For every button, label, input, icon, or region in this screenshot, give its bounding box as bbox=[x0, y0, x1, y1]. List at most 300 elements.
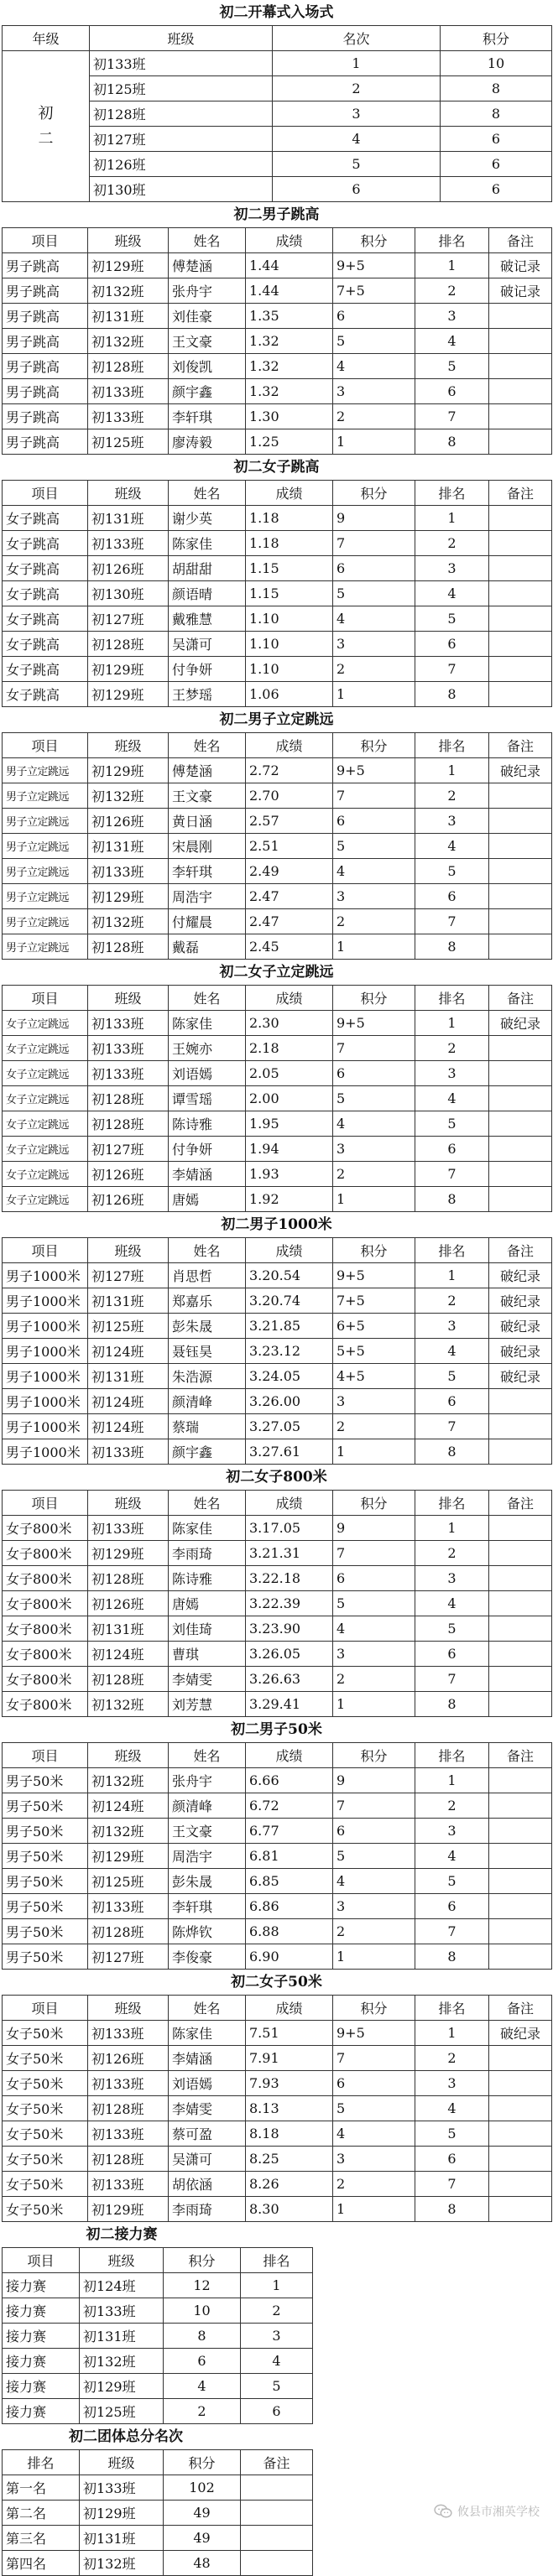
table-cell: 6 bbox=[164, 2349, 241, 2374]
table-cell: 女子立定跳远 bbox=[3, 1036, 88, 1061]
table-cell: 初126班 bbox=[88, 556, 169, 581]
table-row bbox=[3, 2197, 552, 2222]
table-cell: 2 bbox=[415, 783, 489, 809]
table-cell bbox=[489, 606, 552, 632]
table-cell: 初128班 bbox=[88, 1667, 169, 1692]
header-cell: 班级 bbox=[88, 1491, 169, 1516]
table-cell: 1.10 bbox=[246, 657, 333, 682]
header-cell: 排名 bbox=[3, 2450, 80, 2475]
table-cell: 破纪录 bbox=[489, 1011, 552, 1036]
header-cell: 项目 bbox=[3, 1743, 88, 1768]
table-cell: 5 bbox=[415, 1364, 489, 1389]
table-cell: 9 bbox=[333, 506, 415, 531]
event-section bbox=[0, 455, 553, 707]
table-cell bbox=[489, 2046, 552, 2071]
table-cell: 2 bbox=[415, 531, 489, 556]
table-cell: 6 bbox=[333, 556, 415, 581]
table-cell: 唐嫣 bbox=[169, 1187, 246, 1212]
table-cell: 女子800米 bbox=[3, 1591, 88, 1616]
table-cell bbox=[489, 1389, 552, 1414]
table-cell: 8 bbox=[164, 2324, 241, 2349]
table-cell: 2.47 bbox=[246, 884, 333, 909]
table-row bbox=[3, 2121, 552, 2147]
header-cell: 成绩 bbox=[246, 481, 333, 506]
table-cell: 初126班 bbox=[88, 1591, 169, 1616]
table-cell: 男子1000米 bbox=[3, 1314, 88, 1339]
table-cell: 颜清峰 bbox=[169, 1793, 246, 1819]
table-cell: 5 bbox=[241, 2374, 313, 2399]
table-cell: 陈家佳 bbox=[169, 1011, 246, 1036]
grade-cell bbox=[3, 51, 90, 202]
header-cell: 备注 bbox=[489, 733, 552, 758]
event-table bbox=[2, 227, 552, 455]
table-cell: 1 bbox=[415, 1011, 489, 1036]
header-cell: 排名 bbox=[415, 481, 489, 506]
table-cell: 肖思哲 bbox=[169, 1263, 246, 1288]
table-cell: 5 bbox=[333, 1086, 415, 1111]
table-cell bbox=[489, 2197, 552, 2222]
table-cell: 李婧雯 bbox=[169, 1667, 246, 1692]
table-cell: 男子50米 bbox=[3, 1944, 88, 1970]
table-cell: 初126班 bbox=[88, 1162, 169, 1187]
header-cell: 排名 bbox=[415, 1996, 489, 2021]
table-cell: 3.26.63 bbox=[246, 1667, 333, 1692]
table-cell: 付争妍 bbox=[169, 657, 246, 682]
table-row bbox=[3, 2273, 313, 2298]
table-cell: 男子50米 bbox=[3, 1844, 88, 1869]
table-cell bbox=[489, 429, 552, 455]
table-cell: 3.26.00 bbox=[246, 1389, 333, 1414]
table-cell: 颜宇鑫 bbox=[169, 379, 246, 404]
table-cell: 1.30 bbox=[246, 404, 333, 429]
event-title: 初二女子50米 bbox=[231, 1974, 322, 1991]
event-header-row bbox=[3, 1743, 552, 1768]
table-cell bbox=[489, 682, 552, 707]
table-cell bbox=[489, 809, 552, 834]
header-cell: 姓名 bbox=[169, 1996, 246, 2021]
table-cell: 1 bbox=[333, 682, 415, 707]
table-cell: 1 bbox=[333, 1692, 415, 1717]
table-cell: 初128班 bbox=[88, 1111, 169, 1137]
table-cell: 7.93 bbox=[246, 2071, 333, 2096]
table-row bbox=[3, 404, 552, 429]
table-cell: 6.81 bbox=[246, 1844, 333, 1869]
table-cell: 李俊豪 bbox=[169, 1944, 246, 1970]
table-cell: 初129班 bbox=[88, 2197, 169, 2222]
table-cell: 1 bbox=[333, 2197, 415, 2222]
table-cell: 女子800米 bbox=[3, 1566, 88, 1591]
table-cell: 刘语嫣 bbox=[169, 2071, 246, 2096]
table-cell: 男子跳高 bbox=[3, 379, 88, 404]
table-row bbox=[3, 809, 552, 834]
table-cell: 2.57 bbox=[246, 809, 333, 834]
table-cell: 8.30 bbox=[246, 2197, 333, 2222]
entrance-title: 初二开幕式入场式 bbox=[219, 4, 334, 21]
event-table bbox=[2, 1995, 552, 2222]
table-cell: 胡依涵 bbox=[169, 2172, 246, 2197]
header-cell: 备注 bbox=[489, 986, 552, 1011]
table-cell: 6.77 bbox=[246, 1819, 333, 1844]
table-row bbox=[3, 2071, 552, 2096]
table-cell: 3.24.05 bbox=[246, 1364, 333, 1389]
table-cell bbox=[489, 556, 552, 581]
table-cell: 8.25 bbox=[246, 2147, 333, 2172]
table-cell: 1 bbox=[333, 429, 415, 455]
table-cell: 3 bbox=[415, 2071, 489, 2096]
table-cell: 女子50米 bbox=[3, 2121, 88, 2147]
table-cell: 7.91 bbox=[246, 2046, 333, 2071]
table-cell: 5 bbox=[415, 859, 489, 884]
header-cell: 项目 bbox=[3, 733, 88, 758]
table-cell: 接力赛 bbox=[3, 2273, 80, 2298]
event-section bbox=[0, 1465, 553, 1717]
table-cell: 1.35 bbox=[246, 304, 333, 329]
header-cell: 排名 bbox=[415, 1238, 489, 1263]
table-cell: 接力赛 bbox=[3, 2399, 80, 2424]
table-cell: 7 bbox=[415, 404, 489, 429]
header-cell: 班级 bbox=[88, 733, 169, 758]
header-cell: 班级 bbox=[90, 26, 273, 51]
table-row bbox=[3, 2349, 313, 2374]
table-row bbox=[3, 2324, 313, 2349]
header-cell: 积分 bbox=[333, 1743, 415, 1768]
table-cell: 初132班 bbox=[88, 1768, 169, 1793]
table-cell: 初132班 bbox=[80, 2349, 164, 2374]
table-cell: 破纪录 bbox=[489, 1288, 552, 1314]
table-cell: 9 bbox=[333, 1768, 415, 1793]
table-cell: 1 bbox=[333, 934, 415, 960]
table-cell bbox=[489, 404, 552, 429]
total-table bbox=[2, 2449, 313, 2576]
table-cell: 女子立定跳远 bbox=[3, 1187, 88, 1212]
table-cell: 初130班 bbox=[88, 581, 169, 606]
table-cell: 刘语嫣 bbox=[169, 1061, 246, 1086]
table-cell: 3 bbox=[415, 1819, 489, 1844]
table-row bbox=[3, 1011, 552, 1036]
header-cell: 班级 bbox=[88, 1996, 169, 2021]
table-cell: 3 bbox=[333, 1137, 415, 1162]
table-cell: 6 bbox=[415, 1137, 489, 1162]
table-cell: 初133班 bbox=[88, 2172, 169, 2197]
table-cell: 3.21.85 bbox=[246, 1314, 333, 1339]
table-row bbox=[3, 354, 552, 379]
table-cell: 2 bbox=[333, 404, 415, 429]
header-cell: 积分 bbox=[333, 1491, 415, 1516]
event-title: 初二女子跳高 bbox=[233, 459, 320, 476]
table-cell: 初133班 bbox=[88, 1061, 169, 1086]
table-cell: 廖涛毅 bbox=[169, 429, 246, 455]
table-row bbox=[3, 1793, 552, 1819]
table-row bbox=[3, 758, 552, 783]
table-cell: 初133班 bbox=[88, 2071, 169, 2096]
table-cell: 9 bbox=[333, 1516, 415, 1541]
table-row bbox=[3, 934, 552, 960]
table-cell: 女子800米 bbox=[3, 1541, 88, 1566]
header-cell: 备注 bbox=[489, 481, 552, 506]
table-cell: 宋晨刚 bbox=[169, 834, 246, 859]
total-title: 初二团体总分名次 bbox=[69, 2428, 183, 2445]
table-cell: 4 bbox=[333, 1869, 415, 1894]
table-cell: 初124班 bbox=[88, 1793, 169, 1819]
relay-table bbox=[2, 2247, 313, 2424]
table-cell: 男子立定跳远 bbox=[3, 834, 88, 859]
table-cell: 1.25 bbox=[246, 429, 333, 455]
table-cell: 初128班 bbox=[88, 934, 169, 960]
total-header-row bbox=[3, 2450, 313, 2475]
table-row bbox=[3, 1591, 552, 1616]
table-cell: 男子跳高 bbox=[3, 429, 88, 455]
table-cell bbox=[489, 1944, 552, 1970]
score-cell: 10 bbox=[441, 51, 552, 76]
table-cell: 初124班 bbox=[88, 1389, 169, 1414]
table-cell: 2.49 bbox=[246, 859, 333, 884]
table-cell: 男子跳高 bbox=[3, 253, 88, 278]
table-cell: 陈家佳 bbox=[169, 531, 246, 556]
table-cell: 2.47 bbox=[246, 909, 333, 934]
table-cell bbox=[489, 1869, 552, 1894]
table-cell: 男子立定跳远 bbox=[3, 783, 88, 809]
table-cell bbox=[489, 1793, 552, 1819]
table-row bbox=[3, 859, 552, 884]
table-cell: 王梦瑶 bbox=[169, 682, 246, 707]
rank-cell: 4 bbox=[273, 127, 441, 152]
header-cell: 积分 bbox=[441, 26, 552, 51]
table-cell: 接力赛 bbox=[3, 2298, 80, 2324]
table-cell bbox=[489, 884, 552, 909]
table-row bbox=[3, 531, 552, 556]
table-row bbox=[3, 682, 552, 707]
header-cell: 积分 bbox=[333, 1996, 415, 2021]
table-cell: 女子跳高 bbox=[3, 606, 88, 632]
table-cell: 女子50米 bbox=[3, 2071, 88, 2096]
table-cell: 6+5 bbox=[333, 1314, 415, 1339]
table-cell: 初132班 bbox=[88, 783, 169, 809]
table-cell: 周浩宇 bbox=[169, 884, 246, 909]
table-cell: 李轩琪 bbox=[169, 859, 246, 884]
table-row bbox=[3, 606, 552, 632]
table-row bbox=[3, 1036, 552, 1061]
table-row bbox=[3, 1414, 552, 1439]
table-cell: 初133班 bbox=[88, 1011, 169, 1036]
table-row bbox=[3, 1819, 552, 1844]
table-cell: 1 bbox=[415, 1263, 489, 1288]
table-cell: 男子1000米 bbox=[3, 1364, 88, 1389]
table-cell: 8 bbox=[415, 1439, 489, 1465]
table-cell: 1 bbox=[415, 1516, 489, 1541]
table-cell: 破纪录 bbox=[489, 2021, 552, 2046]
table-cell: 初133班 bbox=[80, 2475, 164, 2501]
table-cell: 1.32 bbox=[246, 329, 333, 354]
table-cell: 8 bbox=[415, 1944, 489, 1970]
event-section bbox=[0, 1970, 553, 2222]
table-cell: 1 bbox=[415, 2021, 489, 2046]
event-title: 初二男子跳高 bbox=[233, 206, 320, 223]
table-cell: 初131班 bbox=[80, 2324, 164, 2349]
rank-cell: 3 bbox=[273, 101, 441, 127]
table-row bbox=[3, 278, 552, 304]
table-cell: 3 bbox=[241, 2324, 313, 2349]
table-cell bbox=[489, 2147, 552, 2172]
table-cell: 1.94 bbox=[246, 1137, 333, 1162]
table-cell bbox=[489, 1642, 552, 1667]
table-cell: 3 bbox=[333, 379, 415, 404]
table-cell: 5 bbox=[415, 354, 489, 379]
relay-header-row bbox=[3, 2248, 313, 2273]
table-cell: 破纪录 bbox=[489, 1263, 552, 1288]
table-cell: 接力赛 bbox=[3, 2349, 80, 2374]
table-cell: 刘佳豪 bbox=[169, 304, 246, 329]
table-row bbox=[3, 51, 552, 76]
table-cell: 接力赛 bbox=[3, 2324, 80, 2349]
relay-title: 初二接力赛 bbox=[86, 2226, 158, 2243]
table-row bbox=[3, 2526, 313, 2551]
header-cell: 项目 bbox=[3, 1996, 88, 2021]
event-table bbox=[2, 985, 552, 1212]
table-row bbox=[3, 1288, 552, 1314]
table-cell: 吴潇可 bbox=[169, 2147, 246, 2172]
table-cell: 男子1000米 bbox=[3, 1263, 88, 1288]
table-cell: 1.10 bbox=[246, 632, 333, 657]
table-cell: 5 bbox=[415, 606, 489, 632]
event-header-row bbox=[3, 986, 552, 1011]
table-cell bbox=[489, 1111, 552, 1137]
score-cell: 8 bbox=[441, 76, 552, 101]
table-cell bbox=[489, 632, 552, 657]
table-cell: 7 bbox=[333, 783, 415, 809]
table-cell: 48 bbox=[164, 2551, 241, 2576]
table-row bbox=[3, 1642, 552, 1667]
table-cell: 3 bbox=[333, 1894, 415, 1919]
table-cell: 4 bbox=[333, 354, 415, 379]
table-cell: 初125班 bbox=[88, 429, 169, 455]
table-cell: 3 bbox=[333, 2147, 415, 2172]
table-cell: 初126班 bbox=[88, 1187, 169, 1212]
table-cell: 6.66 bbox=[246, 1768, 333, 1793]
header-cell: 班级 bbox=[88, 1238, 169, 1263]
class-cell: 初125班 bbox=[90, 76, 273, 101]
table-cell bbox=[489, 1894, 552, 1919]
table-cell: 2 bbox=[415, 2046, 489, 2071]
table-cell bbox=[489, 1819, 552, 1844]
table-cell: 男子1000米 bbox=[3, 1288, 88, 1314]
table-cell: 女子立定跳远 bbox=[3, 1137, 88, 1162]
rank-cell: 2 bbox=[273, 76, 441, 101]
header-cell: 备注 bbox=[489, 1743, 552, 1768]
table-row bbox=[3, 1439, 552, 1465]
table-row bbox=[3, 1516, 552, 1541]
table-cell: 初124班 bbox=[88, 1642, 169, 1667]
table-row bbox=[3, 1667, 552, 1692]
table-row bbox=[3, 909, 552, 934]
table-cell: 女子50米 bbox=[3, 2046, 88, 2071]
table-cell: 2 bbox=[415, 1541, 489, 1566]
table-row bbox=[3, 657, 552, 682]
table-cell: 初131班 bbox=[88, 834, 169, 859]
header-cell: 排名 bbox=[415, 1491, 489, 1516]
table-row bbox=[3, 429, 552, 455]
table-row bbox=[3, 1162, 552, 1187]
header-cell: 积分 bbox=[333, 733, 415, 758]
table-row bbox=[3, 1768, 552, 1793]
header-cell: 名次 bbox=[273, 26, 441, 51]
table-cell: 2.72 bbox=[246, 758, 333, 783]
table-cell: 6.85 bbox=[246, 1869, 333, 1894]
class-cell: 初133班 bbox=[90, 51, 273, 76]
table-cell: 3 bbox=[415, 556, 489, 581]
table-cell: 戴雅慧 bbox=[169, 606, 246, 632]
table-cell: 陈家佳 bbox=[169, 1516, 246, 1541]
table-cell: 初129班 bbox=[88, 682, 169, 707]
header-cell: 成绩 bbox=[246, 1238, 333, 1263]
table-cell: 蔡瑞 bbox=[169, 1414, 246, 1439]
table-cell: 初131班 bbox=[88, 304, 169, 329]
table-cell: 第一名 bbox=[3, 2475, 80, 2501]
table-cell: 8 bbox=[415, 429, 489, 455]
table-cell: 女子跳高 bbox=[3, 682, 88, 707]
table-cell: 9+5 bbox=[333, 1263, 415, 1288]
table-cell: 初128班 bbox=[88, 1086, 169, 1111]
table-cell: 初133班 bbox=[80, 2298, 164, 2324]
table-cell: 1 bbox=[333, 1944, 415, 1970]
table-cell: 1.18 bbox=[246, 531, 333, 556]
table-cell: 3 bbox=[333, 1389, 415, 1414]
event-table bbox=[2, 1237, 552, 1465]
table-cell: 7 bbox=[415, 1667, 489, 1692]
event-table bbox=[2, 1490, 552, 1717]
table-cell: 男子1000米 bbox=[3, 1339, 88, 1364]
table-cell: 2 bbox=[415, 1036, 489, 1061]
header-cell: 备注 bbox=[489, 1491, 552, 1516]
header-cell: 项目 bbox=[3, 228, 88, 253]
table-cell: 8 bbox=[415, 1187, 489, 1212]
header-cell: 班级 bbox=[80, 2248, 164, 2273]
table-cell: 3.21.31 bbox=[246, 1541, 333, 1566]
table-cell: 4 bbox=[333, 2121, 415, 2147]
table-row bbox=[3, 1692, 552, 1717]
table-cell: 3.22.18 bbox=[246, 1566, 333, 1591]
table-cell: 女子800米 bbox=[3, 1616, 88, 1642]
table-cell: 初133班 bbox=[88, 379, 169, 404]
table-cell: 初131班 bbox=[80, 2526, 164, 2551]
header-cell: 排名 bbox=[415, 986, 489, 1011]
table-cell: 初131班 bbox=[88, 1616, 169, 1642]
header-cell: 积分 bbox=[164, 2248, 241, 2273]
table-row bbox=[3, 2172, 552, 2197]
table-cell bbox=[489, 1061, 552, 1086]
header-cell: 班级 bbox=[88, 481, 169, 506]
table-cell: 初132班 bbox=[88, 1819, 169, 1844]
header-cell: 项目 bbox=[3, 1238, 88, 1263]
table-cell bbox=[489, 934, 552, 960]
table-cell: 4 bbox=[415, 834, 489, 859]
table-cell: 6.72 bbox=[246, 1793, 333, 1819]
table-cell: 3 bbox=[415, 1566, 489, 1591]
table-cell: 初129班 bbox=[88, 884, 169, 909]
table-cell: 男子跳高 bbox=[3, 329, 88, 354]
table-cell: 男子跳高 bbox=[3, 304, 88, 329]
header-cell: 项目 bbox=[3, 986, 88, 1011]
header-cell: 班级 bbox=[88, 986, 169, 1011]
header-cell: 姓名 bbox=[169, 1491, 246, 1516]
table-cell: 6 bbox=[333, 1819, 415, 1844]
table-cell: 7 bbox=[415, 909, 489, 934]
table-cell: 女子立定跳远 bbox=[3, 1011, 88, 1036]
event-header-row bbox=[3, 1491, 552, 1516]
table-cell: 7 bbox=[333, 2046, 415, 2071]
event-title: 初二男子50米 bbox=[231, 1721, 322, 1738]
table-cell: 男子50米 bbox=[3, 1869, 88, 1894]
table-cell: 9+5 bbox=[333, 1011, 415, 1036]
